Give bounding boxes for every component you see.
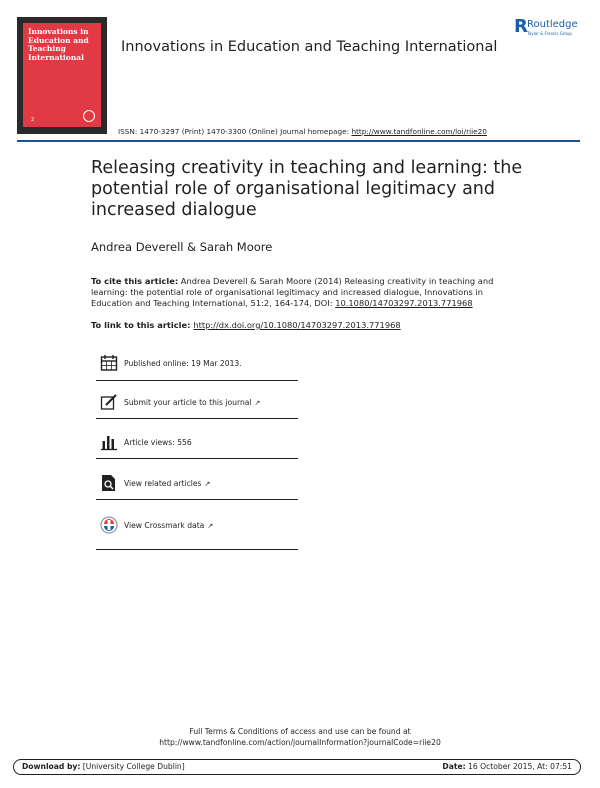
terms-footer: [0, 726, 600, 748]
downloaded-label: Download by:: [22, 762, 81, 771]
journal-homepage-link[interactable]: http://www.tandfonline.com/loi/riie20: [351, 127, 487, 136]
related-label: View related articles: [124, 479, 202, 488]
citation-label: To cite this article:: [91, 276, 179, 286]
issn-line: [118, 127, 487, 136]
related-articles-link[interactable]: [124, 479, 210, 488]
terms-text: Full Terms & Conditions of access and use can be found at: [189, 727, 411, 736]
citation-text: Andrea Deverell & Sarah Moore (2014) Releasing creativity in teaching and learning: the potential role of organisational legitimacy and increased dialogue, Innovations in Education and Teaching International, 51:2, 164-174, DOI:: [91, 276, 494, 308]
publisher-name: Routledge: [527, 19, 578, 30]
header-rule: [17, 140, 580, 142]
routledge-r-icon: R: [514, 16, 528, 37]
views-row: [96, 433, 298, 461]
divider: [96, 380, 298, 381]
bar-chart-icon: [100, 433, 118, 451]
crossmark-row[interactable]: [96, 516, 298, 544]
doi-link[interactable]: 10.1080/14703297.2013.771968: [335, 298, 473, 308]
divider: [96, 499, 298, 500]
calendar-icon: [100, 354, 118, 372]
cover-title: Innovations in Education and Teaching International: [28, 27, 89, 62]
publisher-logo[interactable]: [514, 18, 586, 40]
download-date: [442, 760, 572, 774]
submit-row[interactable]: [96, 393, 298, 421]
downloaded-by: [22, 760, 185, 774]
submit-label: Submit your article to this journal: [124, 398, 252, 407]
submit-article-link[interactable]: [124, 398, 260, 407]
issn-text: ISSN: 1470-3297 (Print) 1470-3300 (Online) Journal homepage:: [118, 127, 352, 136]
citation-block: [91, 276, 511, 309]
external-link-icon: ↗: [204, 480, 211, 488]
crossmark-label: View Crossmark data: [124, 521, 205, 530]
cover-issue-number: 2: [31, 117, 35, 123]
edit-icon: [100, 393, 118, 411]
cover-emblem-icon: [83, 110, 95, 122]
divider: [96, 418, 298, 419]
article-views: Article views: 556: [124, 438, 192, 447]
divider: [96, 549, 298, 550]
crossmark-link[interactable]: [124, 521, 213, 530]
document-search-icon: [100, 474, 118, 492]
published-date: Published online: 19 Mar 2013.: [124, 359, 242, 368]
download-info-bar: [13, 759, 581, 775]
article-authors: Andrea Deverell & Sarah Moore: [91, 240, 273, 254]
date-value: 16 October 2015, At: 07:51: [465, 762, 572, 771]
article-title: Releasing creativity in teaching and learning: the potential role of organisational legitimacy and increased dialogue: [91, 158, 523, 220]
journal-cover: [17, 17, 107, 134]
related-row[interactable]: [96, 474, 298, 502]
article-link-line: [91, 320, 401, 330]
crossmark-icon: [100, 516, 118, 534]
link-label: To link to this article:: [91, 320, 194, 330]
terms-link[interactable]: http://www.tandfonline.com/action/journalInformation?journalCode=riie20: [159, 738, 441, 747]
journal-title: Innovations in Education and Teaching International: [121, 39, 498, 55]
external-link-icon: ↗: [254, 399, 261, 407]
published-row: [96, 354, 298, 382]
article-url-link[interactable]: http://dx.doi.org/10.1080/14703297.2013.771968: [193, 320, 401, 330]
date-label: Date:: [442, 762, 466, 771]
publisher-tagline: Taylor & Francis Group: [527, 31, 572, 36]
divider: [96, 458, 298, 459]
external-link-icon: ↗: [207, 522, 214, 530]
cover-panel: [23, 23, 101, 127]
downloaded-value: [University College Dublin]: [80, 762, 185, 771]
